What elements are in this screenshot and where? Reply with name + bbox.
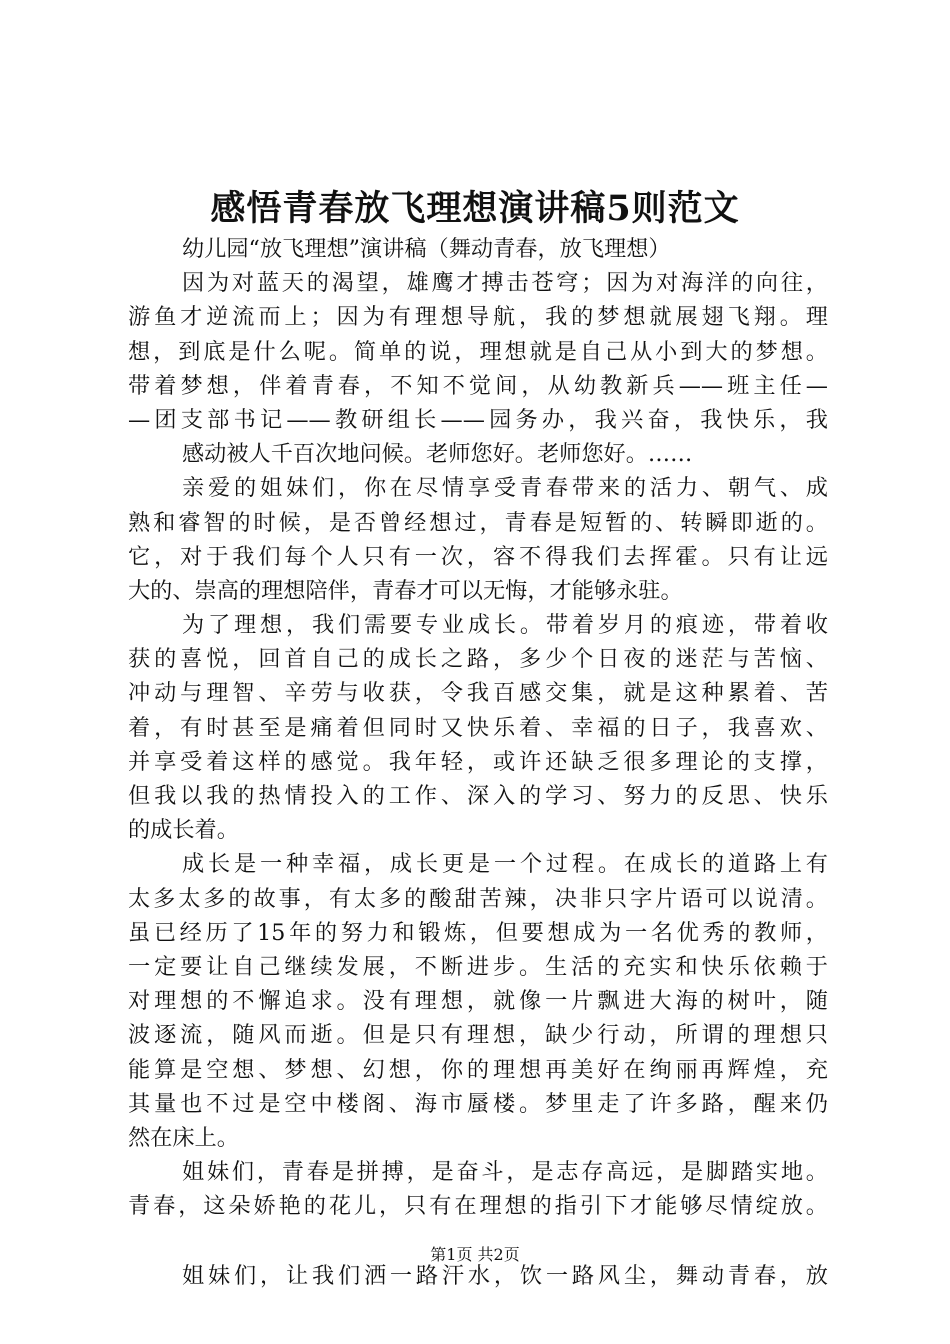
text-line: 姐妹们，青春是拼搏，是奋斗，是志存高远，是脚踏实地。 <box>182 1159 828 1186</box>
text-line: 的成长着。 <box>128 817 239 844</box>
text-line: 太多太多的故事，有太多的酸甜苦辣，决非只字片语可以说清。 <box>128 885 828 912</box>
text-line: 对理想的不懈追求。没有理想，就像一片飘进大海的树叶，随 <box>128 988 828 1015</box>
text-line: 并享受着这样的感觉。我年轻，或许还缺乏很多理论的支撑， <box>128 748 828 775</box>
text-line: 感动被人千百次地问候。老师您好。老师您好。…… <box>182 441 693 468</box>
text-line: 获的喜悦，回首自己的成长之路，多少个日夜的迷茫与苦恼、 <box>128 646 828 673</box>
text-line: 能算是空想、梦想、幻想，你的理想再美好在绚丽再辉煌，充 <box>128 1056 828 1083</box>
text-line: 青春，这朵娇艳的花儿，只有在理想的指引下才能够尽情绽放。 <box>128 1193 828 1220</box>
text-line: 其量也不过是空中楼阁、海市蜃楼。梦里走了许多路，醒来仍 <box>128 1090 828 1117</box>
text-line: 亲爱的姐妹们，你在尽情享受青春带来的活力、朝气、成 <box>182 475 828 502</box>
text-line: 为了理想，我们需要专业成长。带着岁月的痕迹，带着收 <box>182 612 828 639</box>
text-line: 成长是一种幸福，成长更是一个过程。在成长的道路上有 <box>182 851 828 878</box>
text-line: 姐妹们，让我们洒一路汗水，饮一路风尘，舞动青春，放 <box>182 1263 828 1290</box>
text-line: 带着梦想，伴着青春，不知不觉间，从幼教新兵——班主任— <box>128 372 828 399</box>
text-line: 冲动与理智、辛劳与收获，令我百感交集，就是这种累着、苦 <box>128 680 828 707</box>
text-line: 一定要让自己继续发展，不断进步。生活的充实和快乐依赖于 <box>128 953 828 980</box>
document-body <box>128 232 828 1294</box>
text-line: 然在床上。 <box>128 1124 239 1151</box>
text-line: 熟和睿智的时候，是否曾经想过，青春是短暂的、转瞬即逝的。 <box>128 509 828 536</box>
text-line: 波逐流，随风而逝。但是只有理想，缺少行动，所谓的理想只 <box>128 1022 828 1049</box>
text-line: 幼儿园“放飞理想”演讲稿（舞动青春，放飞理想） <box>182 236 671 262</box>
text-line: 想，到底是什么呢。简单的说，理想就是自己从小到大的梦想。 <box>128 338 828 365</box>
document-title: 感悟青春放飞理想演讲稿5则范文 <box>210 188 740 229</box>
text-line: —团支部书记——教研组长——园务办，我兴奋，我快乐，我 <box>128 406 828 433</box>
text-line: 虽已经历了15年的努力和锻炼，但要想成为一名优秀的教师， <box>128 919 828 946</box>
page-footer: 第1页 共2页 <box>430 1245 520 1264</box>
text-line: 游鱼才逆流而上；因为有理想导航，我的梦想就展翅飞翔。理 <box>128 304 828 331</box>
text-line: 但我以我的热情投入的工作、深入的学习、努力的反思、快乐 <box>128 783 828 809</box>
text-line: 因为对蓝天的渴望，雄鹰才搏击苍穹；因为对海洋的向往， <box>182 270 828 297</box>
text-line: 着，有时甚至是痛着但同时又快乐着、幸福的日子，我喜欢、 <box>128 714 828 741</box>
text-line: 它，对于我们每个人只有一次，容不得我们去挥霍。只有让远 <box>128 543 828 570</box>
text-line: 大的、崇高的理想陪伴，青春才可以无悔，才能够永驻。 <box>128 577 683 604</box>
